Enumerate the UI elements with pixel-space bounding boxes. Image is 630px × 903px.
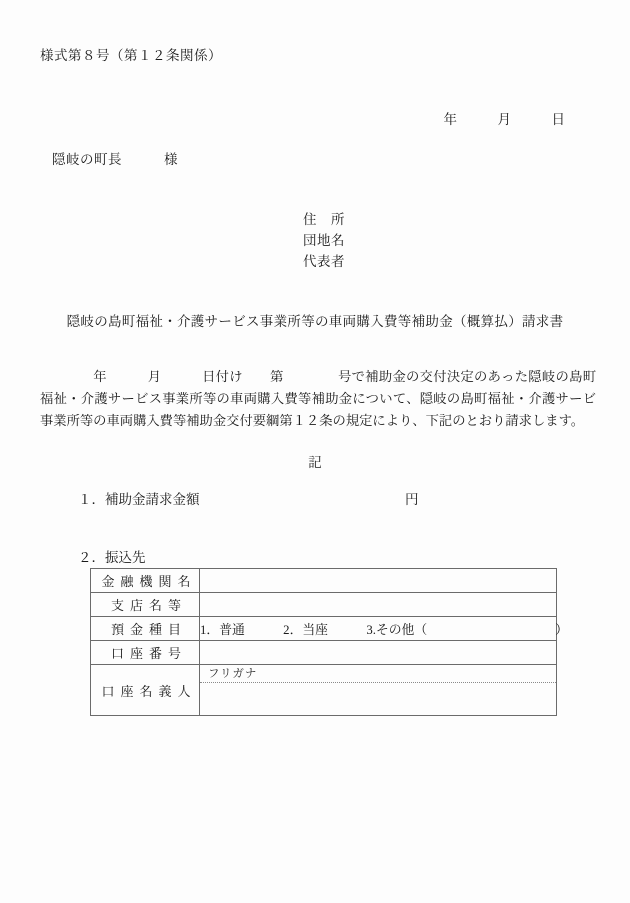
furigana-label[interactable]: フリガナ (200, 666, 556, 683)
body-paragraph (40, 366, 596, 432)
document-title: 隠岐の島町福祉・介護サービス事業所等の車両購入費等補助金（概算払）請求書 (66, 314, 564, 329)
form-number: 様式第８号（第１２条関係） (40, 48, 222, 63)
item-1-currency-unit: 円 (405, 492, 419, 507)
deposit-type-label-text: 預金種目 (110, 622, 187, 637)
addressee-line: 隠岐の町長 様 (52, 152, 178, 167)
table-row (91, 641, 557, 665)
body-paragraph-text: 年 月 日付け 第 号で補助金の交付決定のあった隠岐の島町福祉・介護サービス事業所等の車両購入費等補助金について、隠岐の島町福祉・介護サービ事業所等の車両購入費等補助金交付要綱第１２条の規定により、下記のとおり請求します。 (40, 369, 596, 428)
financial-institution-label (91, 569, 200, 593)
item-2-label: ２．振込先 (78, 550, 146, 565)
table-row (91, 617, 557, 641)
financial-institution-label-text: 金融機関名 (101, 574, 197, 589)
table-row (91, 593, 557, 617)
branch-name-value[interactable] (200, 593, 557, 617)
table-row (91, 569, 557, 593)
account-number-value[interactable] (200, 641, 557, 665)
account-number-label (91, 641, 200, 665)
applicant-group-name-label: 団地名 (303, 233, 345, 248)
table-row (91, 665, 557, 716)
account-holder-label (91, 665, 200, 716)
bank-transfer-table (90, 568, 568, 716)
applicant-address-label: 住 所 (303, 212, 345, 227)
date-line: 年 月 日 (443, 112, 565, 127)
deposit-type-label (91, 617, 200, 641)
branch-name-label (91, 593, 200, 617)
item-1-label: １．補助金請求金額 (78, 492, 200, 507)
deposit-type-options[interactable]: 1．普通 2．当座 3.その他（ ） (200, 617, 557, 641)
branch-name-label-text: 支店名等 (110, 598, 187, 613)
applicant-info-block (303, 209, 345, 272)
account-number-label-text: 口座番号 (110, 646, 187, 661)
applicant-representative-label: 代表者 (303, 254, 345, 269)
kiji-marker: 記 (308, 455, 322, 470)
account-holder-label-text: 口座名義人 (101, 683, 197, 699)
account-holder-name-value[interactable] (200, 683, 556, 714)
financial-institution-value[interactable] (200, 569, 557, 593)
account-holder-value-cell (200, 665, 557, 716)
